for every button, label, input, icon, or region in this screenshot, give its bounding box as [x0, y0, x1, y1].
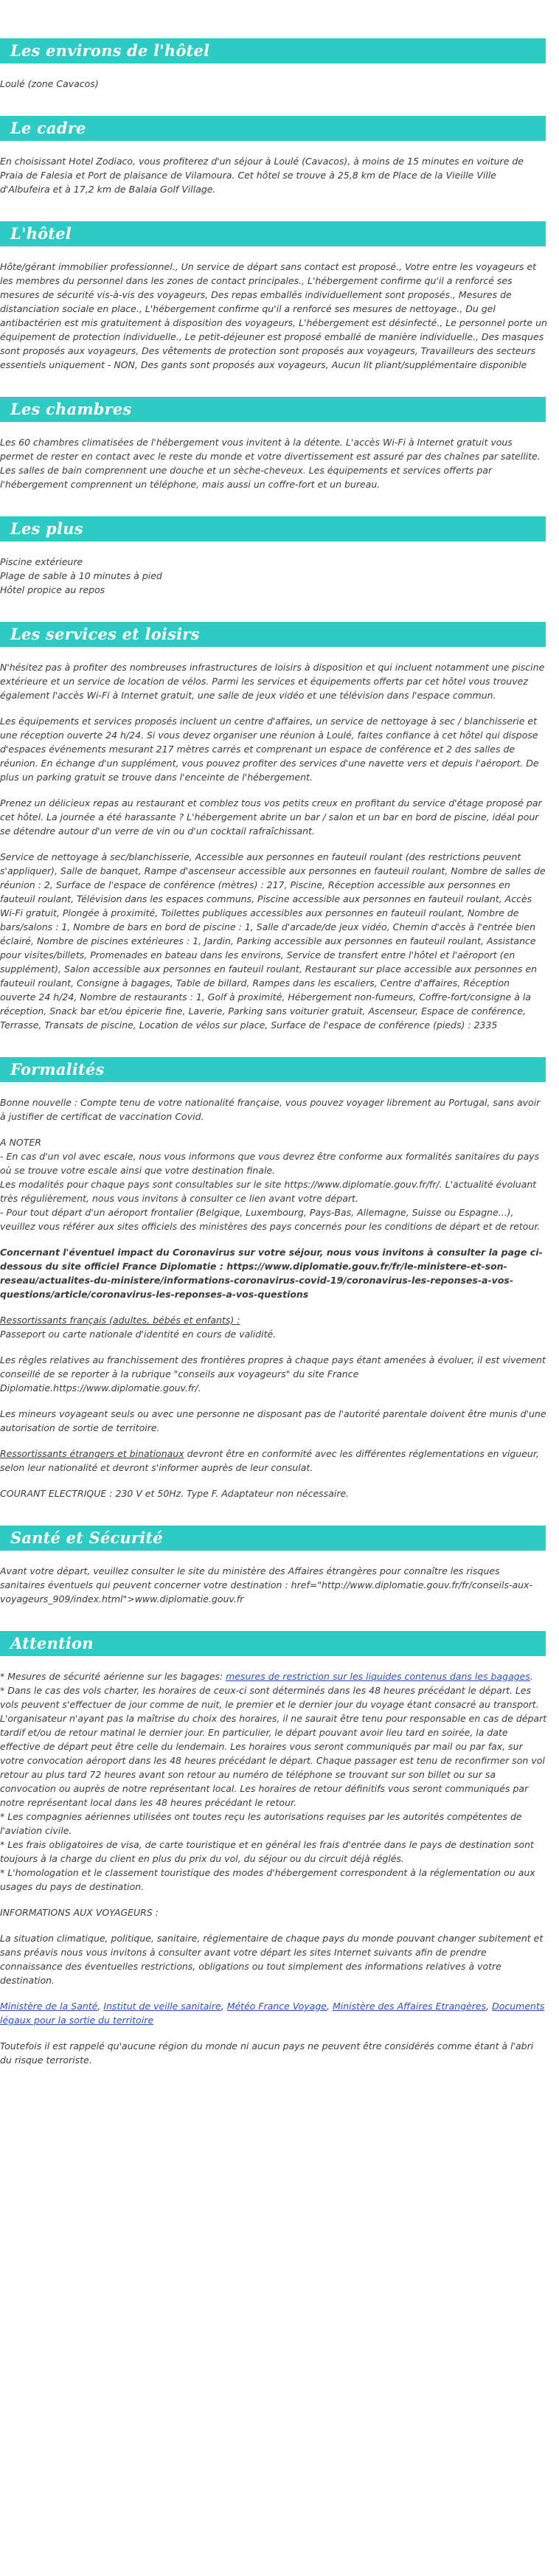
section-title: Santé et Sécurité: [10, 1528, 163, 1547]
environs-text: Loulé (zone Cavacos): [0, 78, 99, 89]
french-nationals-text: Passeport ou carte nationale d'identité en cours de validité.: [0, 1329, 277, 1340]
link-veille-sanitaire[interactable]: Institut de veille sanitaire: [103, 2001, 221, 2012]
section-title: Attention: [10, 1634, 94, 1652]
info-text: La situation climatique, politique, sanitaire, réglementaire de chaque pays du monde pouvant changer subitement et sans préavis nous vous invitons à consulter avant votre départ les sites Internet suivants afin de prendre connaissance des éventuelles restrictions, obligations ou tout simplement des informations relatives à votre destination.: [0, 1933, 544, 1986]
hotel-text: Hôte/gérant immobilier professionnel., Un service de départ sans contact est proposé., Votre entre les voyageurs et les membres du personnel dans les zones de contact principales., L'hébergement confirme qu'il a renforcé ses mesures de sécurité vis-à-vis des voyageurs, Des repas emballés individuellement sont proposés., Mesures de distanciation sociale en place., L'hébergement confirme qu'il a renforcé ses mesures de nettoyage., Du gel antibactérien est mis gratuitement à disposition des voyageurs, L'hébergement est désinfecté., Le personnel porte un équipement de protection individuelle., Le petit-déjeuner est proposé emballé de manière individuelle., Des masques sont proposés aux voyageurs, Des vêtements de protection sont proposés aux voyageurs, Travailleurs des secteurs essentiels uniquement - NON, Des gants sont proposés aux voyageurs, Aucun lit pliant/supplémentaire disponible: [0, 261, 547, 370]
section-title: L'hôtel: [10, 224, 72, 243]
page: [0, 38, 559, 2108]
link-ministere-sante[interactable]: Ministère de la Santé: [0, 2001, 98, 2012]
minors-notice: Les mineurs voyageant seuls ou avec une personne ne disposant pas de l'autorité parentale doivent être munis d'une autorisation de sortie de territoire.: [0, 1408, 546, 1433]
formalites-intro: Bonne nouvelle : Compte tenu de votre nationalité française, vous pouvez voyager librement au Portugal, sans avoir à justifier de certificat de vaccination Covid.: [0, 1097, 541, 1122]
section-header-formalites: [0, 1057, 546, 1082]
link-affaires-etrangeres[interactable]: Ministère des Affaires Etrangères: [332, 2001, 487, 2012]
chambres-text: Les 60 chambres climatisées de l'hébergement vous invitent à la détente. L'accès Wi-Fi à Internet gratuit vous permet de rester en contact avec le reste du monde et votre divertissement est assuré par des chaînes par satellite. Les salles de bain comprennent une douche et un sèche-cheveux. Les équipements et services offerts par l'hébergement comprennent un téléphone, mais aussi un coffre-fort et un bureau.: [0, 437, 541, 490]
section-content-chambres: [0, 422, 547, 491]
border-rules: Les règles relatives au franchissement des frontières propres à chaque pays étant amenées à évoluer, il est vivement conseillé de se reporter à la rubrique "conseils aux voyageurs" du site France Diplomatie.https://www.diplomatie.gouv.fr/.: [0, 1354, 546, 1393]
attention-item: * Les frais obligatoires de visa, de carte touristique et en général les frais d'entrée dans le pays de destination sont toujours à la charge du client en plus du prix du vol, du séjour ou du circuit déjà réglés.: [0, 1839, 534, 1864]
attention-item: * Dans le cas des vols charter, les horaires de ceux-ci sont déterminés dans les 48 heures précédant le départ. Les vols peuvent s'effectuer de jour comme de nuit, le premier et le dernier jour du voyage étant consacré au transport. L'organisateur n'ayant pas la maîtrise du choix des horaires, il ne saurait être tenu pour responsable en cas de départ tardif et/ou de retour matinal le dernier jour. En particulier, le départ pouvant avoir lieu tard en soirée, la date effective de départ peut être celle du lendemain. Les horaires vous seront communiqués par mail ou par fax, sur votre convocation aéroport dans les 48 heures précédant le départ. Chaque passager est tenu de reconfirmer son vol retour au plus tard 72 heures avant son retour au numéro de téléphone se trouvant sur son billet ou sur sa convocation ou auprès de notre représentant local. Les horaires de retour définitifs vous seront communiqués par notre représentant local dans les 48 heures précédant le retour.: [0, 1685, 547, 1808]
foreign-nationals-text: devront être en conformité avec les différentes réglementations en vigueur, selon leur nationalité et devront s'informer auprès de leur consulat.: [0, 1448, 539, 1473]
section-header-plus: [0, 516, 546, 541]
section-content-sante: [0, 1551, 547, 1606]
section-title: Le cadre: [10, 119, 86, 137]
covid-notice: Concernant l'éventuel impact du Coronavirus sur votre séjour, nous vous invitons à consulter la page ci-dessous du site officiel France Diplomatie : https://www.diplomatie.gouv.fr/fr/le-ministere-et-son-reseau/actualites-du-ministere/informations-coronavirus-covid-19/coronavirus-les-reponses-a-vos-questions/article/coronavirus-les-reponses-a-vos-questions: [0, 1247, 543, 1300]
plus-item: Hôtel propice au repos: [0, 584, 105, 595]
attention-item-text: .: [530, 1671, 533, 1682]
section-content-loisirs: [0, 647, 547, 1032]
note-line: - Pour tout départ d'un aéroport frontalier (Belgique, Luxembourg, Pays-Bas, Allemagne, Suisse ou Espagne...), veuillez vous référer aux sites officiels des ministères des pays concernés pour les conditions de départ et de retour.: [0, 1207, 541, 1232]
loisirs-amenities: Service de nettoyage à sec/blanchisserie, Accessible aux personnes en fauteuil roulant (des restrictions peuvent s'appliquer), Salle de banquet, Rampe d'ascenseur accessible aux personnes en fauteuil roulant, Nombre de salles de réunion : 2, Surface de l'espace de conférence (mètres) : 217, Piscine, Réception accessible aux personnes en fauteuil roulant, Télévision dans les espaces communs, Piscine accessible aux personnes en fauteuil roulant, Accès Wi-Fi gratuit, Plongée à proximité, Toilettes publiques accessibles aux personnes en fauteuil roulant, Nombre de bars/salons : 1, Nombre de bars en bord de piscine : 1, Salle d'arcade/de jeux vidéo, Chemin d'accès à l'entrée bien éclairé, Nombre de piscines extérieures : 1, Jardin, Parking accessible aux personnes en fauteuil roulant, Assistance pour visites/billets, Promenades en bateau dans les environs, Service de transfert entre l'hôtel et l'aéroport (en supplément), Salon accessible aux personnes en fauteuil roulant, Restaurant sur place accessible aux personnes en fauteuil roulant, Consigne à bagages, Table de billard, Rampes dans les escaliers, Centre d'affaires, Réception ouverte 24 h/24, Nombre de restaurants : 1, Golf à proximité, Hébergement non-fumeurs, Coffre-fort/consigne à la réception, Snack bar et/ou épicerie fine, Laverie, Parking sans voiturier gratuit, Ascenseur, Espace de conférence, Terrasse, Transats de piscine, Location de vélos sur place, Surface de l'espace de conférence (pieds) : 2335: [0, 851, 546, 1031]
section-content-attention: [0, 1656, 547, 2067]
plus-item: Plage de sable à 10 minutes à pied: [0, 570, 162, 581]
section-title: Les environs de l'hôtel: [10, 41, 210, 60]
section-title: Les services et loisirs: [10, 625, 200, 643]
link-meteo-france[interactable]: Météo France Voyage: [226, 2001, 327, 2012]
sante-text: Avant votre départ, veuillez consulter le site du ministère des Affaires étrangères pour connaître les risques sanitaires éventuels qui peuvent concerner votre destination : href="http://www.diplomatie.gouv.fr/fr/conseils-aux-voyageurs_909/index.html">www.diplomatie.gouv.fr: [0, 1565, 532, 1604]
section-content-formalites: [0, 1082, 547, 1500]
loisirs-paragraph: Prenez un délicieux repas au restaurant et comblez tous vos petits creux en profitant du service d'étage proposé par cet hôtel. La journée a été harassante ? L'hébergement abrite un bar / salon et un bar en bord de piscine, idéal pour se détendre autour d'un verre de vin ou d'un cocktail rafraîchissant.: [0, 797, 542, 837]
french-nationals-title: Ressortissants français (adultes, bébés et enfants) :: [0, 1315, 240, 1326]
section-header-chambres: [0, 397, 546, 422]
foreign-nationals: [0, 1447, 547, 1475]
link-documents-legaux[interactable]: Documents légaux pour la sortie du territoire: [0, 2001, 545, 2026]
attention-item: * Les compagnies aériennes utilisées ont toutes reçu les autorisations requises par les autorités compétentes de l'aviation civile.: [0, 1811, 522, 1836]
section-header-attention: [0, 1631, 546, 1656]
terrorism-notice: Toutefois il est rappelé qu'aucune région du monde ni aucun pays ne peuvent être considérés comme étant à l'abri du risque terroriste.: [0, 2040, 534, 2066]
note-line: Les modalités pour chaque pays sont consultables sur le site https://www.diplomatie.gouv.fr/fr/. L'actualité évoluant très régulièrement, nous vous invitons à consulter ce lien avant votre départ.: [0, 1179, 537, 1204]
liquids-restriction-link[interactable]: mesures de restriction sur les liquides contenus dans les bagages: [226, 1671, 530, 1682]
section-content-cadre: [0, 141, 547, 196]
electric-current: COURANT ELECTRIQUE : 230 V et 50Hz. Type F. Adaptateur non nécessaire.: [0, 1488, 350, 1499]
section-title: Formalités: [10, 1060, 105, 1078]
attention-item: [0, 1669, 547, 1683]
loisirs-paragraph: Les équipements et services proposés incluent un centre d'affaires, un service de nettoyage à sec / blanchisserie et une réception ouverte 24 h/24. Si vous devez organiser une réunion à Loulé, faites confiance à cet hôtel qui dispose d'espaces événements mesurant 217 mètres carrés et comprenant un espace de conférence et 2 des salles de réunion. En échange d'un supplément, vous pouvez profiter des services d'une navette vers et depuis l'aéroport. De plus un parking gratuit se trouve dans l'enceinte de l'hébergement.: [0, 716, 539, 783]
section-header-cadre: [0, 116, 546, 141]
section-header-sante: [0, 1526, 546, 1551]
foreign-nationals-title: Ressortissants étrangers et binationaux: [0, 1448, 184, 1459]
section-title: Les plus: [10, 519, 83, 538]
section-header-hotel: [0, 221, 546, 246]
loisirs-paragraph: N'hésitez pas à profiter des nombreuses infrastructures de loisirs à disposition et qui incluent notamment une piscine extérieure et un service de location de vélos. Parmi les services et équipements offerts par cet hôtel vous trouvez également l'accès Wi-Fi à Internet gratuit, une salle de jeux vidéo et une télévision dans l'espace commun.: [0, 662, 545, 701]
plus-item: Piscine extérieure: [0, 556, 83, 567]
note-title: A NOTER: [0, 1137, 41, 1148]
note-line: - En cas d'un vol avec escale, nous vous informons que vous devrez être conforme aux formalités sanitaires du pays où se trouve votre escale ainsi que votre destination finale.: [0, 1151, 540, 1176]
official-links: Ministère de la Santé, Institut de veille sanitaire, Météo France Voyage, Ministère des Affaires Etrangères, Documents légaux pour la sortie du territoire: [0, 2001, 545, 2026]
cadre-text: En choisissant Hotel Zodiaco, vous profiterez d'un séjour à Loulé (Cavacos), à moins de 15 minutes en voiture de Praia de Falesia et Port de plaisance de Vilamoura. Cet hôtel se trouve à 25,8 km de Place de la Vieille Ville d'Albufeira et à 17,2 km de Balaia Golf Village.: [0, 156, 524, 195]
section-header-loisirs: [0, 622, 546, 647]
section-title: Les chambres: [10, 400, 132, 418]
section-header-environs: [0, 38, 546, 63]
attention-item: * L'homologation et le classement touristique des modes d'hébergement correspondent à la réglementation ou aux usages du pays de destination.: [0, 1867, 535, 1892]
info-title: INFORMATIONS AUX VOYAGEURS :: [0, 1907, 159, 1918]
attention-item-text: * Mesures de sécurité aérienne sur les bagages:: [0, 1671, 226, 1682]
section-content-plus: [0, 541, 547, 597]
section-content-hotel: [0, 246, 547, 372]
